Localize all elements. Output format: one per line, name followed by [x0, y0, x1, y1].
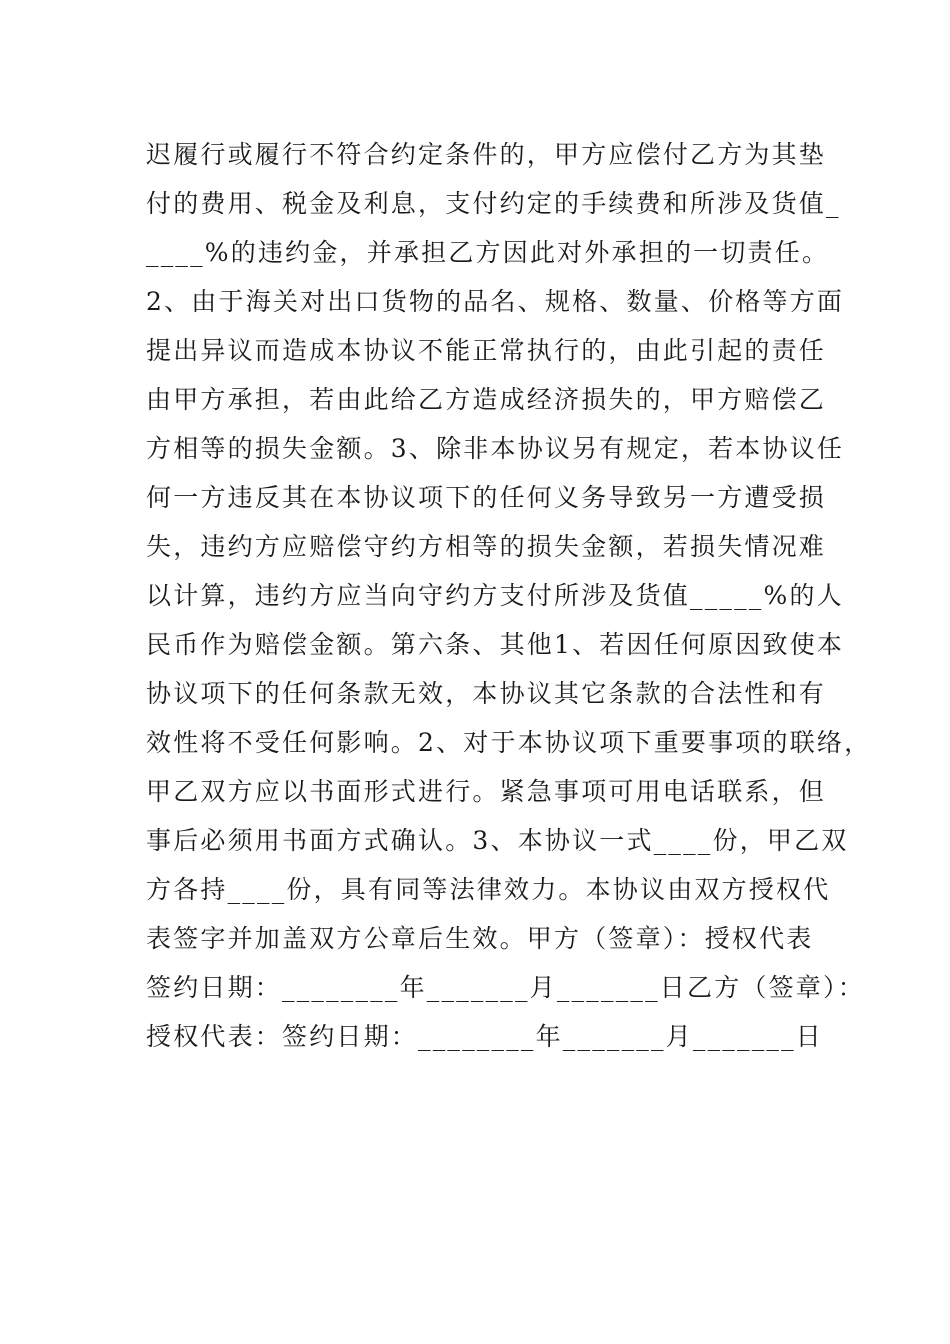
- text-line: 甲乙双方应以书面形式进行。紧急事项可用电话联系，但: [146, 777, 827, 806]
- text-line: 效性将不受任何影响。2、对于本协议项下重要事项的联络，: [146, 728, 872, 757]
- signature-date-line: 授权代表：签约日期：________年_______月_______日: [146, 1022, 824, 1051]
- contract-body-text: [146, 130, 872, 1061]
- text-line: 协议项下的任何条款无效，本协议其它条款的合法性和有: [146, 679, 827, 708]
- text-line: 事后必须用书面方式确认。3、本协议一式____份，甲乙双: [146, 826, 849, 855]
- text-line: 以计算，违约方应当向守约方支付所涉及货值_____%的人: [146, 581, 844, 610]
- text-line: 民币作为赔偿金额。第六条、其他1、若因任何原因致使本: [146, 630, 845, 659]
- text-line: 由甲方承担，若由此给乙方造成经济损失的，甲方赔偿乙: [146, 385, 827, 414]
- text-line: 表签字并加盖双方公章后生效。甲方（签章）：授权代表: [146, 924, 814, 953]
- text-line: 付的费用、税金及利息，支付约定的手续费和所涉及货值_: [146, 189, 841, 218]
- signature-date-line: 签约日期：________年_______月_______日乙方（签章）：: [146, 973, 865, 1002]
- text-line: 提出异议而造成本协议不能正常执行的，由此引起的责任: [146, 336, 827, 365]
- text-line: 何一方违反其在本协议项下的任何义务导致另一方遭受损: [146, 483, 827, 512]
- text-line: 迟履行或履行不符合约定条件的，甲方应偿付乙方为其垫: [146, 140, 827, 169]
- text-line: 2、由于海关对出口货物的品名、规格、数量、价格等方面: [146, 287, 845, 316]
- text-line: 方相等的损失金额。3、除非本协议另有规定，若本协议任: [146, 434, 845, 463]
- text-line: ____%的违约金，并承担乙方因此对外承担的一切责任。: [146, 238, 830, 267]
- text-line: 失，违约方应赔偿守约方相等的损失金额，若损失情况难: [146, 532, 827, 561]
- text-line: 方各持____份，具有同等法律效力。本协议由双方授权代: [146, 875, 831, 904]
